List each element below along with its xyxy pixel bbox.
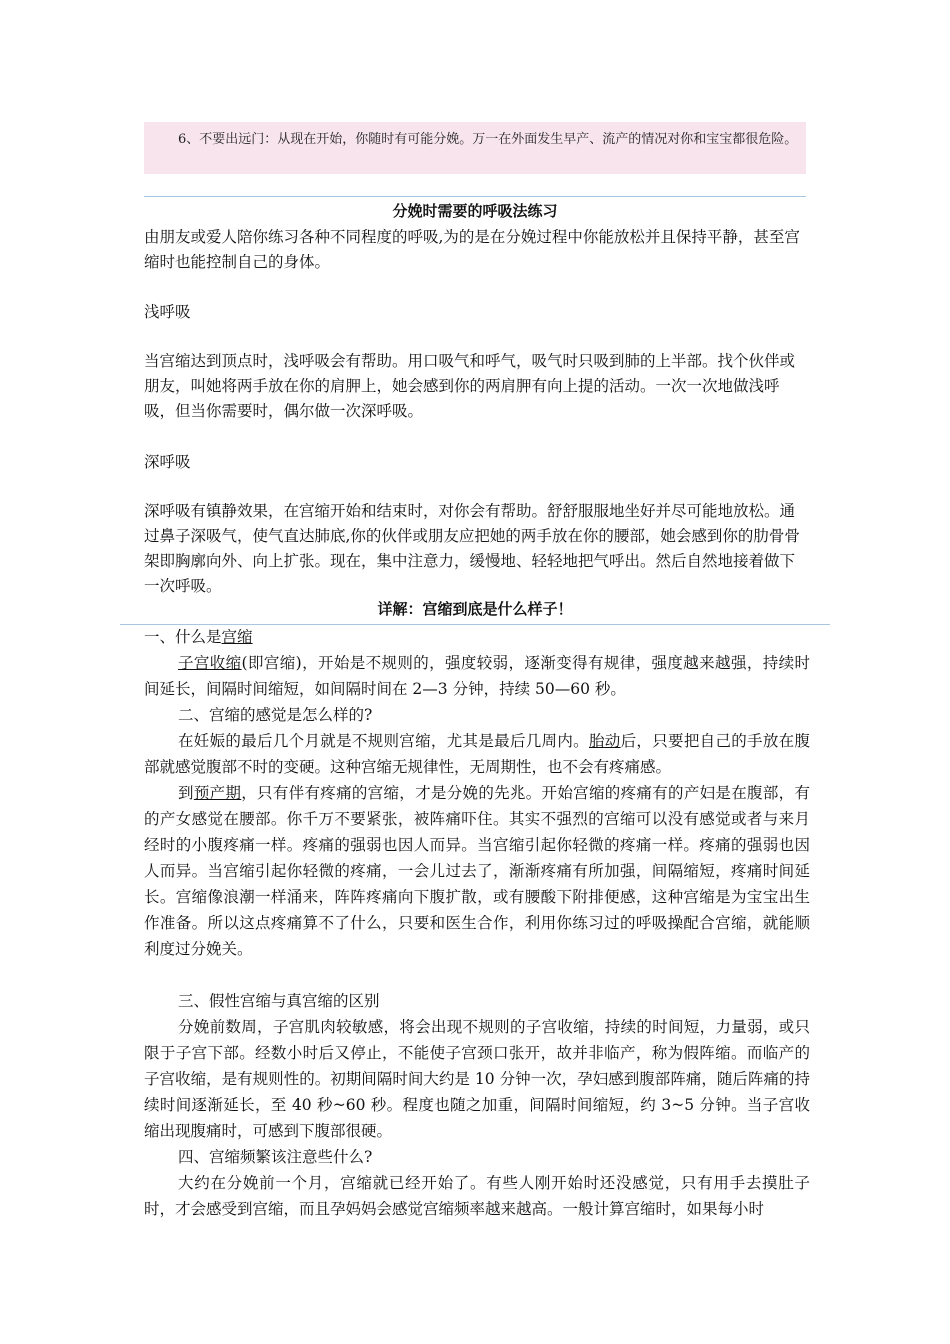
link-taidong[interactable]: 胎动 (588, 732, 621, 750)
paragraph-2: 在妊娠的最后几个月就是不规则宫缩，尤其是最后几周内。胎动后，只要把自己的手放在腹部就感觉腹部不时的变硬。这种宫缩无规律性，无周期性，也不会有疼痛感。 (144, 732, 810, 776)
link-zigong-shousuo[interactable]: 子宫收缩 (178, 654, 242, 672)
article-body (144, 624, 810, 1222)
shallow-body-text: 当宫缩达到顶点时，浅呼吸会有帮助。用口吸气和呼气，吸气时只吸到肺的上半部。找个伙伴或朋友，叫她将两手放在你的肩胛上，她会感到你的两肩胛有向上提的活动。一次一次地做浅呼吸，但当你需要时，偶尔做一次深呼吸。 (144, 352, 796, 420)
section-3-heading: 三、假性宫缩与真宫缩的区别 (178, 992, 380, 1010)
shallow-heading-text: 浅呼吸 (144, 303, 191, 321)
section-4-heading: 四、宫缩频繁该注意些什么? (178, 1148, 373, 1166)
deep-body (144, 499, 806, 599)
section-1-heading: 一、什么是宫缩 (144, 628, 253, 646)
notice-box (144, 122, 806, 174)
link-gongsuo[interactable]: 宫缩 (221, 628, 253, 646)
paragraph-5: 大约在分娩前一个月，宫缩就已经开始了。有些人刚开始时还没感觉，只有用手去摸肚子时，才会感受到宫缩，而且孕妈妈会感觉宫缩频率越来越高。一般计算宫缩时，如果每小时 (144, 1174, 810, 1218)
notice-text: 6、不要出远门：从现在开始，你随时有可能分娩。万一在外面发生早产、流产的情况对你和宝宝都很危险。 (178, 132, 798, 147)
paragraph-3: 到预产期，只有伴有疼痛的宫缩，才是分娩的先兆。开始宫缩的疼痛有的产妇是在腹部，有的产女感觉在腰部。你千万不要紧张，被阵痛吓住。其实不强烈的宫缩可以没有感觉或者与来月经时的小腹疼痛一样。疼痛的强弱也因人而异。当宫缩引起你轻微的疼痛一样。疼痛的强弱也因人而异。当宫缩引起你轻微的疼痛，一会儿过去了，渐渐疼痛有所加强，间隔缩短，疼痛时间延长。宫缩像浪潮一样涌来，阵阵疼痛向下腹扩散，或有腰酸下附排便感，这种宫缩是为宝宝出生作准备。所以这点疼痛算不了什么，只要和医生合作，利用你练习过的呼吸操配合宫缩，就能顺利度过分娩关。 (144, 784, 810, 958)
link-yuchanqi[interactable]: 预产期 (193, 784, 242, 802)
paragraph-4: 分娩前数周，子宫肌肉较敏感，将会出现不规则的子宫收缩，持续的时间短，力量弱，或只限于子宫下部。经数小时后又停止，不能使子宫颈口张开，故并非临产，称为假阵缩。而临产的子宫收缩，是有规则性的。初期间隔时间大约是 10 分钟一次，孕妇感到腹部阵痛，随后阵痛的持续时间逐渐延长，至 40 秒~60 秒。程度也随之加重，间隔时间缩短，约 3~5 分钟。当子宫收缩出现腹痛时，可感到下腹部很硬。 (144, 1018, 810, 1140)
shallow-body (144, 349, 806, 424)
breathing-intro-text: 由朋友或爱人陪你练习各种不同程度的呼吸,为的是在分娩过程中你能放松并且保持平静，甚至宫缩时也能控制自己的身体。 (144, 228, 800, 271)
deep-heading (144, 450, 806, 475)
deep-heading-text: 深呼吸 (144, 453, 191, 471)
section-2-heading: 二、宫缩的感觉是怎么样的? (178, 706, 373, 724)
breathing-intro (144, 225, 806, 275)
shallow-heading (144, 300, 806, 325)
divider-top (144, 196, 806, 197)
deep-body-text: 深呼吸有镇静效果，在宫缩开始和结束时，对你会有帮助。舒舒服服地坐好并尽可能地放松。通过鼻子深吸气，使气直达肺底,你的伙伴或朋友应把她的两手放在你的腰部，她会感到你的肋骨骨架即胸廓向外、向上扩张。现在，集中注意力，缓慢地、轻轻地把气呼出。然后自然地接着做下一次呼吸。 (144, 502, 800, 595)
breathing-title: 分娩时需要的呼吸法练习 (392, 202, 558, 220)
paragraph-1: 子宫收缩(即宫缩)，开始是不规则的，强度较弱，逐渐变得有规律，强度越来越强，持续时间延长，间隔时间缩短，如间隔时间在 2—3 分钟，持续 50—60 秒。 (144, 654, 810, 698)
detail-title: 详解：宫缩到底是什么样子！ (377, 600, 573, 618)
